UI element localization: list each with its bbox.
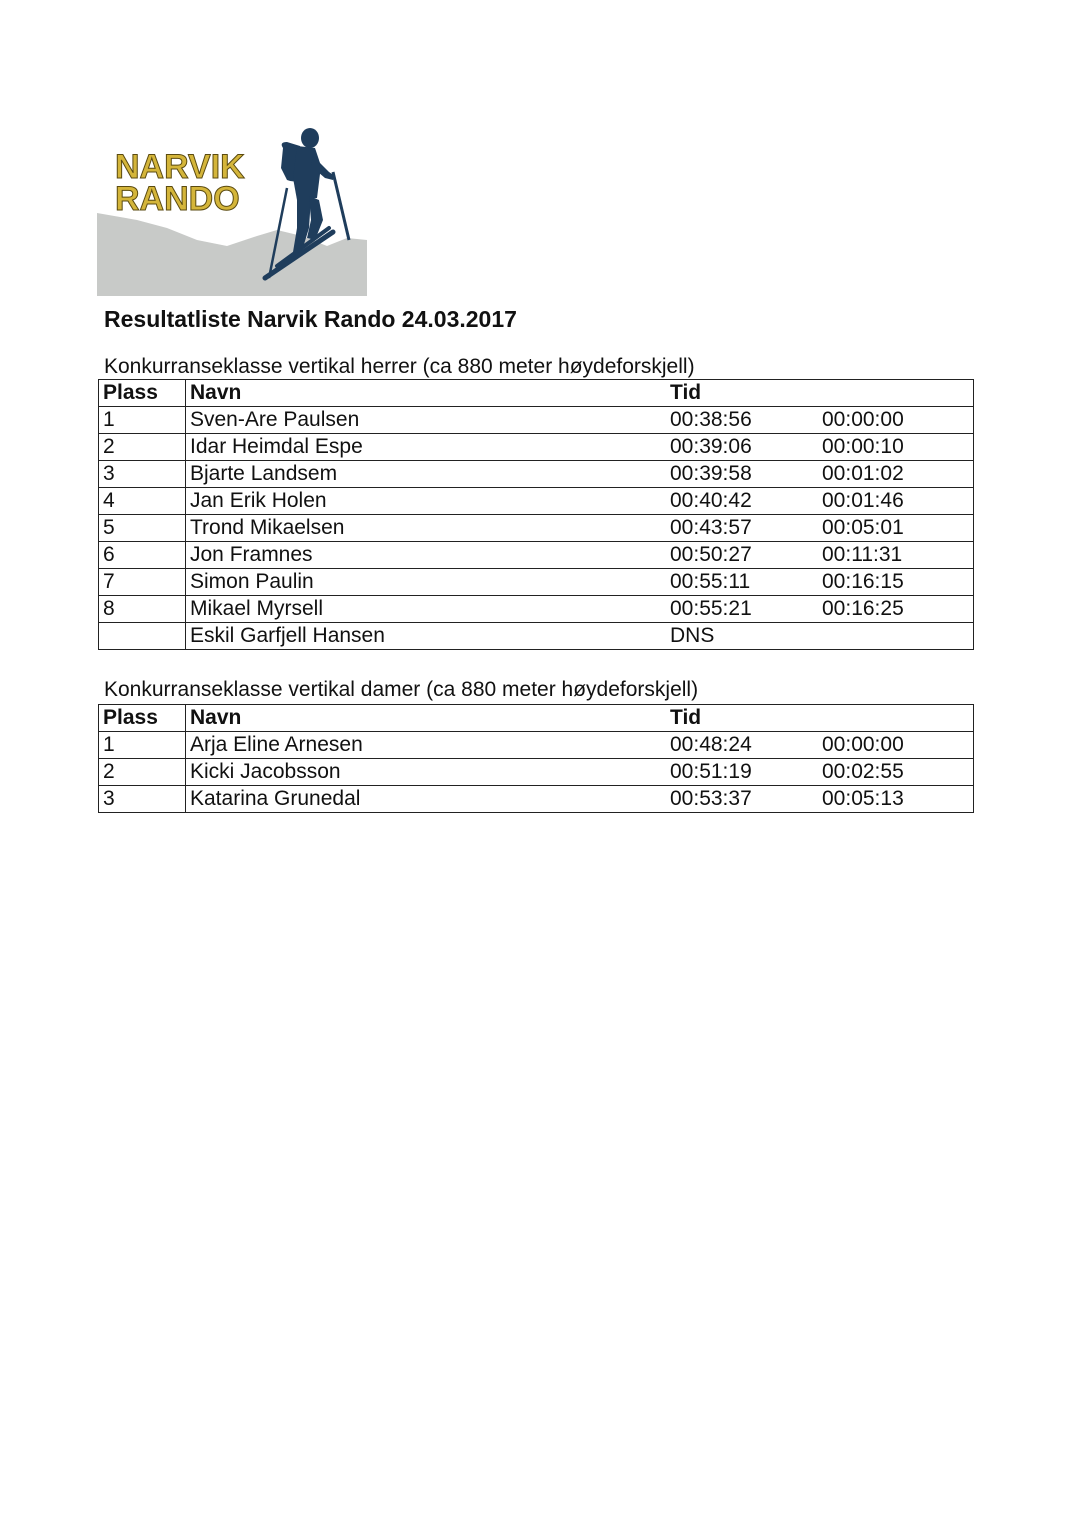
cell-gap bbox=[818, 623, 974, 650]
cell-gap: 00:16:25 bbox=[818, 596, 974, 623]
cell-name: Bjarte Landsem bbox=[186, 461, 667, 488]
cell-place: 1 bbox=[99, 732, 186, 759]
cell-place: 2 bbox=[99, 759, 186, 786]
page-title: Resultatliste Narvik Rando 24.03.2017 bbox=[104, 306, 517, 332]
cell-name: Mikael Myrsell bbox=[186, 596, 667, 623]
column-header-gap bbox=[818, 705, 974, 732]
cell-time: DNS bbox=[666, 623, 818, 650]
column-header-gap bbox=[818, 380, 974, 407]
cell-time: 00:50:27 bbox=[666, 542, 818, 569]
table-row bbox=[99, 569, 974, 596]
cell-place: 3 bbox=[99, 786, 186, 813]
column-header-place: Plass bbox=[99, 705, 186, 732]
table-header-row bbox=[99, 705, 974, 732]
table-row bbox=[99, 732, 974, 759]
table-row bbox=[99, 786, 974, 813]
cell-time: 00:38:56 bbox=[666, 407, 818, 434]
cell-name: Simon Paulin bbox=[186, 569, 667, 596]
cell-time: 00:51:19 bbox=[666, 759, 818, 786]
cell-gap: 00:05:13 bbox=[818, 786, 974, 813]
cell-place: 1 bbox=[99, 407, 186, 434]
cell-gap: 00:02:55 bbox=[818, 759, 974, 786]
table-row bbox=[99, 623, 974, 650]
cell-time: 00:39:58 bbox=[666, 461, 818, 488]
column-header-time: Tid bbox=[666, 380, 818, 407]
table-row bbox=[99, 515, 974, 542]
cell-name: Trond Mikaelsen bbox=[186, 515, 667, 542]
cell-place: 8 bbox=[99, 596, 186, 623]
column-header-place: Plass bbox=[99, 380, 186, 407]
cell-place: 4 bbox=[99, 488, 186, 515]
table-header-row bbox=[99, 380, 974, 407]
cell-gap: 00:11:31 bbox=[818, 542, 974, 569]
narvik-rando-logo bbox=[97, 128, 367, 296]
cell-time: 00:53:37 bbox=[666, 786, 818, 813]
cell-gap: 00:05:01 bbox=[818, 515, 974, 542]
cell-time: 00:55:21 bbox=[666, 596, 818, 623]
cell-gap: 00:00:10 bbox=[818, 434, 974, 461]
cell-time: 00:55:11 bbox=[666, 569, 818, 596]
results-table-herrer bbox=[98, 379, 974, 650]
cell-name: Katarina Grunedal bbox=[186, 786, 667, 813]
cell-place bbox=[99, 623, 186, 650]
column-header-name: Navn bbox=[186, 705, 667, 732]
table-row bbox=[99, 542, 974, 569]
svg-text:NARVIK: NARVIK bbox=[115, 148, 245, 186]
section-heading-damer: Konkurranseklasse vertikal damer (ca 880 meter høydeforskjell) bbox=[104, 678, 699, 701]
cell-place: 3 bbox=[99, 461, 186, 488]
cell-place: 6 bbox=[99, 542, 186, 569]
section-heading-herrer: Konkurranseklasse vertikal herrer (ca 880 meter høydeforskjell) bbox=[104, 355, 695, 378]
cell-name: Kicki Jacobsson bbox=[186, 759, 667, 786]
column-header-time: Tid bbox=[666, 705, 818, 732]
cell-name: Jan Erik Holen bbox=[186, 488, 667, 515]
table-row bbox=[99, 434, 974, 461]
cell-time: 00:40:42 bbox=[666, 488, 818, 515]
cell-gap: 00:00:00 bbox=[818, 407, 974, 434]
table-row bbox=[99, 488, 974, 515]
table-row bbox=[99, 461, 974, 488]
svg-text:RANDO: RANDO bbox=[115, 180, 240, 218]
cell-time: 00:48:24 bbox=[666, 732, 818, 759]
cell-place: 7 bbox=[99, 569, 186, 596]
cell-name: Arja Eline Arnesen bbox=[186, 732, 667, 759]
cell-gap: 00:16:15 bbox=[818, 569, 974, 596]
cell-time: 00:39:06 bbox=[666, 434, 818, 461]
column-header-name: Navn bbox=[186, 380, 667, 407]
cell-name: Idar Heimdal Espe bbox=[186, 434, 667, 461]
cell-place: 5 bbox=[99, 515, 186, 542]
ski-mountaineer-logo-icon bbox=[97, 128, 367, 296]
cell-name: Jon Framnes bbox=[186, 542, 667, 569]
table-row bbox=[99, 407, 974, 434]
cell-gap: 00:01:46 bbox=[818, 488, 974, 515]
cell-place: 2 bbox=[99, 434, 186, 461]
cell-name: Eskil Garfjell Hansen bbox=[186, 623, 667, 650]
results-table-damer bbox=[98, 704, 974, 813]
cell-name: Sven-Are Paulsen bbox=[186, 407, 667, 434]
cell-gap: 00:01:02 bbox=[818, 461, 974, 488]
table-row bbox=[99, 759, 974, 786]
table-row bbox=[99, 596, 974, 623]
cell-gap: 00:00:00 bbox=[818, 732, 974, 759]
cell-time: 00:43:57 bbox=[666, 515, 818, 542]
